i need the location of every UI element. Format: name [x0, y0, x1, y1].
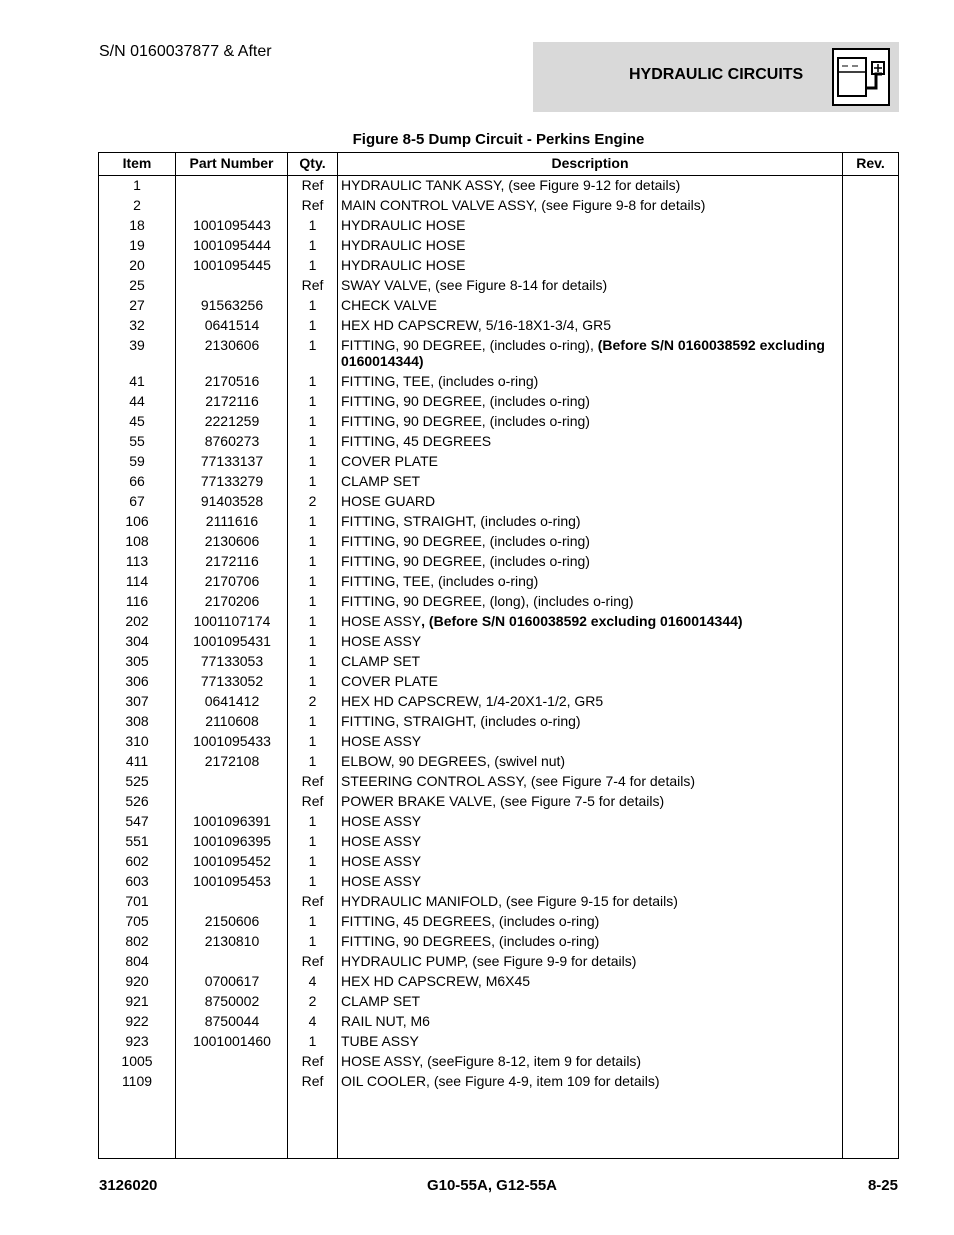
description-text: HEX HD CAPSCREW, 1/4-20X1-1/2, GR5 — [341, 693, 604, 709]
qty-cell: Ref — [301, 773, 324, 789]
qty-cell: 1 — [308, 833, 317, 849]
item-cell: 526 — [125, 793, 149, 809]
table-row — [99, 413, 898, 433]
description-text: FITTING, 90 DEGREE, (includes o-ring) — [341, 533, 590, 549]
description-text: CLAMP SET — [341, 653, 421, 669]
description-text: HYDRAULIC MANIFOLD, (see Figure 9-15 for details) — [341, 893, 678, 909]
description-text: HYDRAULIC HOSE — [341, 217, 466, 233]
table-row — [99, 337, 898, 373]
item-cell: 55 — [129, 433, 145, 449]
description-text: HOSE ASSY, (seeFigure 8-12, item 9 for details) — [341, 1053, 642, 1069]
qty-cell: 1 — [308, 513, 317, 529]
description-cell — [341, 933, 841, 949]
qty-cell: 1 — [308, 673, 317, 689]
part-number-cell: 8760273 — [204, 433, 260, 449]
qty-cell: Ref — [301, 953, 324, 969]
description-note: (Before S/N 0160038592 excluding 0160014344) — [341, 337, 825, 369]
description-cell — [341, 453, 841, 469]
qty-cell: 1 — [308, 317, 317, 333]
item-cell: 701 — [125, 893, 149, 909]
description-cell — [341, 713, 841, 729]
item-cell: 602 — [125, 853, 149, 869]
description-text: HEX HD CAPSCREW, 5/16-18X1-3/4, GR5 — [341, 317, 611, 333]
qty-cell: 1 — [308, 297, 317, 313]
item-cell: 551 — [125, 833, 149, 849]
item-cell: 308 — [125, 713, 149, 729]
item-cell: 1109 — [121, 1073, 153, 1089]
qty-cell: 1 — [308, 733, 317, 749]
description-cell — [341, 833, 841, 849]
part-number-cell: 1001001460 — [193, 1033, 271, 1049]
qty-cell: 1 — [308, 373, 317, 389]
description-text: FITTING, 90 DEGREE, (includes o-ring) — [341, 393, 590, 409]
col-header-item: Item — [122, 155, 152, 171]
item-cell: 1005 — [121, 1053, 153, 1069]
qty-cell: 1 — [308, 873, 317, 889]
part-number-cell: 1001107174 — [193, 613, 271, 629]
table-row — [99, 1073, 898, 1093]
item-cell: 202 — [125, 613, 149, 629]
description-cell — [341, 993, 841, 1009]
description-cell — [341, 1053, 841, 1069]
table-row — [99, 433, 898, 453]
description-text: FITTING, 45 DEGREES, (includes o-ring) — [341, 913, 600, 929]
description-text: HOSE GUARD — [341, 493, 436, 509]
description-text: FITTING, 90 DEGREE, (includes o-ring) — [341, 413, 590, 429]
part-number-cell: 2172116 — [205, 553, 259, 569]
table-row — [99, 733, 898, 753]
qty-cell: Ref — [301, 793, 324, 809]
description-text: HYDRAULIC TANK ASSY, (see Figure 9-12 for details) — [341, 177, 681, 193]
qty-cell: Ref — [301, 277, 324, 293]
description-cell — [341, 533, 841, 549]
description-text: HOSE ASSY — [341, 853, 422, 869]
table-row — [99, 493, 898, 513]
part-number-cell: 2170206 — [204, 593, 260, 609]
description-cell — [341, 733, 841, 749]
part-number-cell: 77133053 — [200, 653, 264, 669]
table-row — [99, 197, 898, 217]
qty-cell: Ref — [301, 177, 324, 193]
part-number-cell: 77133137 — [200, 453, 264, 469]
qty-cell: 2 — [308, 693, 317, 709]
description-cell — [341, 493, 841, 509]
description-cell — [341, 433, 841, 449]
description-cell — [341, 277, 841, 293]
qty-cell: 1 — [308, 913, 317, 929]
description-text: FITTING, 90 DEGREES, (includes o-ring) — [341, 933, 600, 949]
part-number-cell: 0641514 — [204, 317, 260, 333]
description-text: MAIN CONTROL VALVE ASSY, (see Figure 9-8 for details) — [341, 197, 706, 213]
description-text: TUBE ASSY — [341, 1033, 419, 1049]
item-cell: 922 — [125, 1013, 149, 1029]
part-number-cell: 1001095444 — [193, 237, 271, 253]
description-text: FITTING, TEE, (includes o-ring) — [341, 373, 539, 389]
description-cell — [341, 1013, 841, 1029]
description-text: RAIL NUT, M6 — [341, 1013, 430, 1029]
section-title: HYDRAULIC CIRCUITS — [629, 66, 804, 83]
description-cell — [341, 217, 841, 233]
table-row — [99, 693, 898, 713]
table-row — [99, 373, 898, 393]
table-header — [99, 153, 898, 176]
item-cell: 804 — [125, 953, 149, 969]
description-cell — [341, 297, 841, 313]
qty-cell: 4 — [308, 1013, 317, 1029]
description-cell — [341, 673, 841, 689]
item-cell: 802 — [125, 933, 149, 949]
item-cell: 603 — [125, 873, 149, 889]
description-cell — [341, 197, 841, 213]
table-row — [99, 913, 898, 933]
description-cell — [341, 913, 841, 929]
qty-cell: 1 — [308, 853, 317, 869]
description-note: , (Before S/N 0160038592 excluding 0160014344) — [421, 613, 743, 629]
item-cell: 20 — [129, 257, 145, 273]
table-row — [99, 453, 898, 473]
description-text: FITTING, 90 DEGREE, (includes o-ring) — [341, 553, 590, 569]
description-cell — [341, 553, 841, 569]
item-cell: 106 — [125, 513, 149, 529]
table-row — [99, 673, 898, 693]
part-number-cell: 8750044 — [204, 1013, 260, 1029]
description-cell — [341, 573, 841, 589]
item-cell: 108 — [125, 533, 149, 549]
qty-cell: Ref — [301, 197, 324, 213]
table-row — [99, 813, 898, 833]
description-text: HEX HD CAPSCREW, M6X45 — [341, 973, 531, 989]
description-text: HYDRAULIC HOSE — [341, 237, 466, 253]
description-text: HYDRAULIC PUMP, (see Figure 9-9 for details) — [341, 953, 637, 969]
item-cell: 921 — [125, 993, 149, 1009]
part-number-cell: 2221259 — [204, 413, 260, 429]
table-row — [99, 177, 898, 197]
part-number-cell: 0641412 — [204, 693, 260, 709]
table-row — [99, 513, 898, 533]
table-row — [99, 973, 898, 993]
part-number-cell: 1001095452 — [193, 853, 271, 869]
description-text: FITTING, STRAIGHT, (includes o-ring) — [341, 513, 581, 529]
table-row — [99, 277, 898, 297]
qty-cell: 1 — [308, 653, 317, 669]
table-row — [99, 713, 898, 733]
description-cell — [341, 257, 841, 273]
item-cell: 307 — [125, 693, 149, 709]
description-cell — [341, 513, 841, 529]
table-row — [99, 593, 898, 613]
table-row — [99, 1053, 898, 1073]
description-cell — [341, 873, 841, 889]
item-cell: 547 — [125, 813, 149, 829]
table-row — [99, 993, 898, 1013]
item-cell: 41 — [129, 373, 145, 389]
qty-cell: 1 — [308, 413, 317, 429]
part-number-cell: 2172108 — [204, 753, 260, 769]
description-cell — [341, 373, 841, 389]
item-cell: 113 — [125, 553, 149, 569]
table-row — [99, 1033, 898, 1053]
description-text: HOSE ASSY — [341, 833, 422, 849]
description-text: FITTING, 45 DEGREES — [341, 433, 492, 449]
description-cell — [341, 893, 841, 909]
part-number-cell: 77133052 — [200, 673, 264, 689]
item-cell: 306 — [125, 673, 149, 689]
item-cell: 67 — [129, 493, 145, 509]
qty-cell: Ref — [301, 1073, 324, 1089]
table-row — [99, 793, 898, 813]
description-cell — [341, 593, 841, 609]
part-number-cell: 2170516 — [204, 373, 260, 389]
qty-cell: 1 — [308, 713, 317, 729]
description-cell — [341, 773, 841, 789]
description-cell — [341, 337, 841, 369]
table-row — [99, 853, 898, 873]
table-row — [99, 237, 898, 257]
item-cell: 920 — [125, 973, 149, 989]
qty-cell: 1 — [308, 633, 317, 649]
item-cell: 304 — [125, 633, 149, 649]
table-row — [99, 833, 898, 853]
qty-cell: 2 — [308, 993, 317, 1009]
col-header-qty: Qty. — [299, 155, 326, 171]
table-row — [99, 553, 898, 573]
qty-cell: 1 — [308, 593, 317, 609]
description-cell — [341, 393, 841, 409]
description-cell — [341, 413, 841, 429]
table-row — [99, 633, 898, 653]
description-text: CHECK VALVE — [341, 297, 437, 313]
item-cell: 19 — [129, 237, 145, 253]
qty-cell: 1 — [308, 433, 317, 449]
description-text: HOSE ASSY — [341, 613, 422, 629]
part-number-cell: 2172116 — [205, 393, 259, 409]
part-number-cell: 2130810 — [204, 933, 260, 949]
table-row — [99, 933, 898, 953]
item-cell: 1 — [133, 177, 141, 193]
description-cell — [341, 177, 841, 193]
figure-title: Figure 8-5 Dump Circuit - Perkins Engine — [352, 131, 645, 148]
table-row — [99, 297, 898, 317]
part-number-cell: 1001096391 — [193, 813, 271, 829]
item-cell: 525 — [125, 773, 149, 789]
description-text: SWAY VALVE, (see Figure 8-14 for details) — [341, 277, 608, 293]
description-cell — [341, 753, 841, 769]
item-cell: 59 — [129, 453, 145, 469]
qty-cell: 1 — [308, 257, 317, 273]
description-cell — [341, 813, 841, 829]
description-text: ELBOW, 90 DEGREES, (swivel nut) — [341, 753, 566, 769]
description-cell — [341, 853, 841, 869]
description-text: HOSE ASSY — [341, 813, 422, 829]
item-cell: 25 — [129, 277, 145, 293]
hydraulic-circuit-icon — [832, 48, 890, 106]
part-number-cell: 2130606 — [204, 533, 260, 549]
qty-cell: 1 — [308, 237, 317, 253]
description-text: POWER BRAKE VALVE, (see Figure 7-5 for details) — [341, 793, 665, 809]
description-cell — [341, 317, 841, 333]
qty-cell: 1 — [308, 813, 317, 829]
item-cell: 27 — [129, 297, 145, 313]
qty-cell: 1 — [308, 393, 317, 409]
table-row — [99, 573, 898, 593]
table-row — [99, 473, 898, 493]
part-number-cell: 1001096395 — [193, 833, 271, 849]
description-text: HOSE ASSY — [341, 633, 422, 649]
description-text: STEERING CONTROL ASSY, (see Figure 7-4 for details) — [341, 773, 696, 789]
part-number-cell: 1001095453 — [193, 873, 271, 889]
description-cell — [341, 793, 841, 809]
qty-cell: 1 — [308, 453, 317, 469]
col-header-description: Description — [551, 155, 629, 171]
qty-cell: Ref — [301, 893, 324, 909]
table-row — [99, 953, 898, 973]
description-cell — [341, 1073, 841, 1089]
description-cell — [341, 473, 841, 489]
col-header-part-number: Part Number — [189, 155, 274, 171]
table-body — [99, 177, 898, 1093]
description-cell — [341, 1033, 841, 1049]
qty-cell: 1 — [308, 613, 317, 629]
table-row — [99, 613, 898, 633]
description-text: FITTING, TEE, (includes o-ring) — [341, 573, 539, 589]
model-numbers: G10-55A, G12-55A — [426, 1177, 558, 1194]
parts-table — [98, 152, 899, 1159]
qty-cell: 1 — [308, 553, 317, 569]
item-cell: 32 — [129, 317, 145, 333]
item-cell: 305 — [125, 653, 149, 669]
item-cell: 45 — [129, 413, 145, 429]
description-text: HYDRAULIC HOSE — [341, 257, 466, 273]
part-number-cell: 77133279 — [200, 473, 264, 489]
part-number-cell: 2150606 — [204, 913, 260, 929]
description-text: FITTING, STRAIGHT, (includes o-ring) — [341, 713, 581, 729]
part-number-cell: 1001095431 — [193, 633, 271, 649]
table-row — [99, 653, 898, 673]
part-number-cell: 2170706 — [204, 573, 260, 589]
part-number-cell: 1001095445 — [193, 257, 271, 273]
description-cell — [341, 973, 841, 989]
item-cell: 18 — [129, 217, 145, 233]
qty-cell: Ref — [301, 1053, 324, 1069]
table-row — [99, 773, 898, 793]
item-cell: 923 — [125, 1033, 149, 1049]
qty-cell: 1 — [308, 753, 317, 769]
description-text: HOSE ASSY — [341, 873, 422, 889]
part-number-cell: 2111616 — [205, 513, 259, 529]
part-number-cell: 2110608 — [205, 713, 259, 729]
description-text: FITTING, 90 DEGREE, (includes o-ring), — [341, 337, 598, 353]
part-number-cell: 0700617 — [204, 973, 260, 989]
qty-cell: 1 — [308, 337, 317, 353]
col-header-rev: Rev. — [856, 155, 885, 171]
qty-cell: 2 — [308, 493, 317, 509]
table-row — [99, 1013, 898, 1033]
description-cell — [341, 693, 841, 709]
qty-cell: 1 — [308, 533, 317, 549]
qty-cell: 1 — [308, 217, 317, 233]
part-number-cell: 2130606 — [204, 337, 260, 353]
description-text: HOSE ASSY — [341, 733, 422, 749]
part-number-cell: 91403528 — [200, 493, 264, 509]
description-cell — [341, 653, 841, 669]
description-cell — [341, 237, 841, 253]
table-row — [99, 393, 898, 413]
table-row — [99, 317, 898, 337]
table-row — [99, 217, 898, 237]
description-text: COVER PLATE — [341, 453, 438, 469]
description-cell — [341, 633, 841, 649]
item-cell: 66 — [129, 473, 145, 489]
item-cell: 310 — [125, 733, 149, 749]
page-number: 8-25 — [867, 1177, 898, 1194]
item-cell: 705 — [125, 913, 149, 929]
doc-number: 3126020 — [99, 1177, 158, 1194]
table-row — [99, 533, 898, 553]
item-cell: 39 — [129, 337, 145, 353]
item-cell: 2 — [133, 197, 141, 213]
description-text: CLAMP SET — [341, 993, 421, 1009]
qty-cell: 1 — [308, 1033, 317, 1049]
item-cell: 411 — [125, 753, 149, 769]
qty-cell: 1 — [308, 933, 317, 949]
item-cell: 114 — [125, 573, 149, 589]
description-text: FITTING, 90 DEGREE, (long), (includes o-ring) — [341, 593, 634, 609]
qty-cell: 1 — [308, 573, 317, 589]
table-row — [99, 893, 898, 913]
item-cell: 116 — [125, 593, 149, 609]
qty-cell: 1 — [308, 473, 317, 489]
description-text: CLAMP SET — [341, 473, 421, 489]
description-cell — [341, 953, 841, 969]
part-number-cell: 1001095433 — [193, 733, 271, 749]
serial-number: S/N 0160037877 & After — [99, 43, 272, 60]
table-row — [99, 753, 898, 773]
table-row — [99, 257, 898, 277]
part-number-cell: 1001095443 — [193, 217, 271, 233]
qty-cell: 4 — [308, 973, 317, 989]
table-row — [99, 873, 898, 893]
item-cell: 44 — [129, 393, 145, 409]
part-number-cell: 91563256 — [200, 297, 264, 313]
description-text: COVER PLATE — [341, 673, 438, 689]
part-number-cell: 8750002 — [204, 993, 260, 1009]
description-text: OIL COOLER, (see Figure 4-9, item 109 for details) — [341, 1073, 660, 1089]
description-cell — [341, 613, 841, 629]
